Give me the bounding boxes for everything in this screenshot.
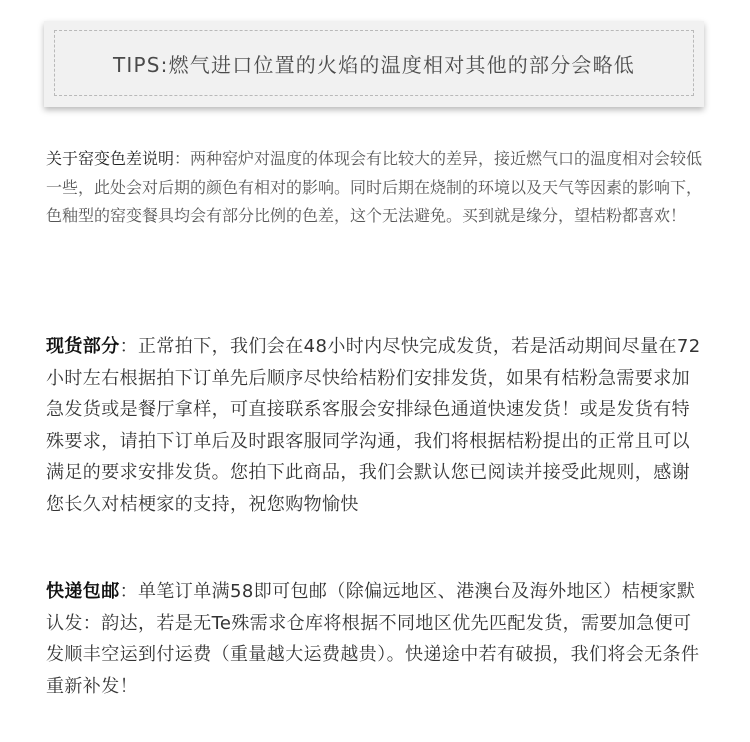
stock-label: 现货部分 [46,336,120,357]
tips-text: TIPS:燃气进口位置的火焰的温度相对其他的部分会略低 [112,52,635,77]
shipping-label: 快递包邮 [46,581,120,602]
tips-dashed-border [54,30,694,96]
stock-policy [46,331,708,520]
stock-body: ：正常拍下，我们会在48小时内尽快完成发货，若是活动期间尽量在72小时左右根据拍下订单先后顺序尽快给桔粉们安排发货，如果有桔粉急需要求加急发货或是餐厅拿样，可直接联系客服会安排绿色通道快速发货！或是发货有特殊要求，请拍下订单后及时跟客服同学沟通，我们将根据桔粉提出的正常且可以满足的要求安排发货。您拍下此商品，我们会默认您已阅读并接受此规则，感谢您长久对桔梗家的支持，祝您购物愉快 [46,336,701,515]
kiln-note-body: ：两种窑炉对温度的体现会有比较大的差异，接近燃气口的温度相对会较低一些，此处会对后期的颜色有相对的影响。同时后期在烧制的环境以及天气等因素的影响下，色釉型的窑变餐具均会有部分比例的色差，这个无法避免。买到就是缘分，望桔粉都喜欢！ [46,149,703,225]
kiln-color-note [46,145,708,231]
tips-banner [44,21,704,107]
shipping-body: ：单笔订单满58即可包邮（除偏远地区、港澳台及海外地区）桔梗家默认发：韵达，若是无Te殊需求仓库将根据不同地区优先匹配发货，需要加急便可发顺丰空运到付运费（重量越大运费越贵）。快递途中若有破损，我们将会无条件重新补发！ [46,581,700,697]
kiln-note-label: 关于窑变色差说明 [46,149,175,168]
shipping-policy [46,576,708,702]
